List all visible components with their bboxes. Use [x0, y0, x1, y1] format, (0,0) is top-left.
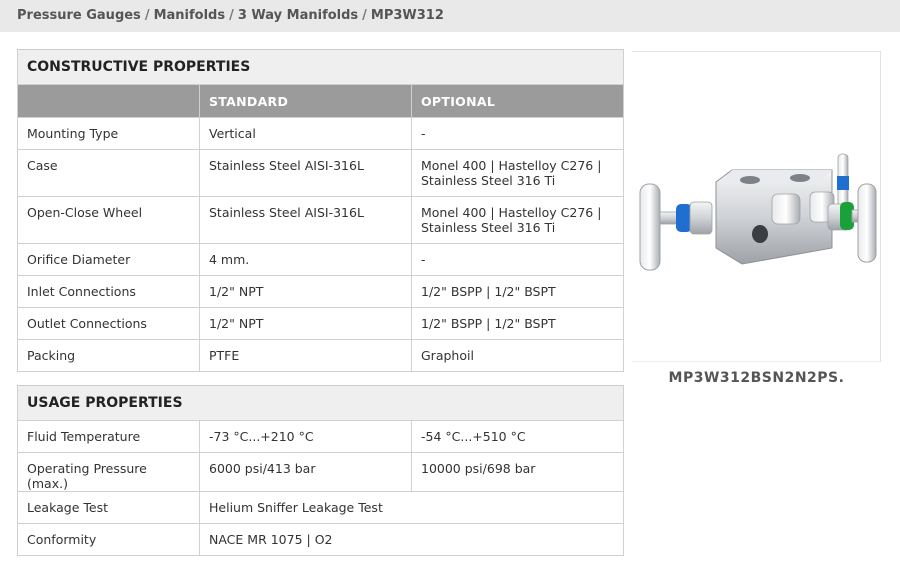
breadcrumb-item[interactable]: Manifolds [153, 8, 226, 23]
optional-value: Monel 400 | Hastelloy C276 | Stainless Steel 316 Ti [412, 150, 624, 197]
standard-value: Stainless Steel AISI-316L [200, 150, 412, 197]
table-row [18, 524, 624, 556]
standard-value: PTFE [200, 340, 412, 372]
table-row [18, 197, 624, 244]
table-row [18, 421, 624, 453]
product-code: MP3W312BSN2N2PS. [668, 370, 845, 386]
optional-value: - [412, 118, 624, 150]
section-title: CONSTRUCTIVE PROPERTIES [18, 50, 624, 85]
table-row [18, 492, 624, 524]
table-row [18, 340, 624, 372]
row-label: Conformity [18, 524, 200, 556]
standard-value: 6000 psi/413 bar [200, 453, 412, 492]
optional-value: 1/2" BSPP | 1/2" BSPT [412, 276, 624, 308]
row-label: Leakage Test [18, 492, 200, 524]
table-row [18, 308, 624, 340]
standard-value: 1/2" NPT [200, 276, 412, 308]
optional-value: Graphoil [412, 340, 624, 372]
section-title: USAGE PROPERTIES [18, 386, 624, 421]
merged-value: NACE MR 1075 | O2 [200, 524, 624, 556]
row-label: Case [18, 150, 200, 197]
row-label: Operating Pressure (max.) [18, 453, 200, 492]
product-image-frame [632, 51, 881, 362]
standard-value: 4 mm. [200, 244, 412, 276]
column-header-blank [18, 85, 200, 118]
standard-value: -73 °C...+210 °C [200, 421, 412, 453]
usage-properties-table [17, 385, 624, 556]
optional-value: Monel 400 | Hastelloy C276 | Stainless Steel 316 Ti [412, 197, 624, 244]
breadcrumb-current: MP3W312 [370, 8, 444, 23]
table-row [18, 244, 624, 276]
optional-value: - [412, 244, 624, 276]
breadcrumb: Pressure Gauges / Manifolds / 3 Way Manifolds / MP3W312 [0, 0, 900, 32]
manifold-valve-illustration [632, 52, 881, 363]
optional-value: 10000 psi/698 bar [412, 453, 624, 492]
table-row [18, 118, 624, 150]
column-header-standard: STANDARD [200, 85, 412, 118]
breadcrumb-item[interactable]: 3 Way Manifolds [237, 8, 359, 23]
row-label: Fluid Temperature [18, 421, 200, 453]
table-row [18, 453, 624, 492]
column-header-optional: OPTIONAL [412, 85, 624, 118]
row-label: Outlet Connections [18, 308, 200, 340]
merged-value: Helium Sniffer Leakage Test [200, 492, 624, 524]
row-label: Open-Close Wheel [18, 197, 200, 244]
row-label: Packing [18, 340, 200, 372]
row-label: Inlet Connections [18, 276, 200, 308]
constructive-properties-table [17, 49, 624, 372]
standard-value: Stainless Steel AISI-316L [200, 197, 412, 244]
optional-value: -54 °C...+510 °C [412, 421, 624, 453]
table-row [18, 276, 624, 308]
breadcrumb-item[interactable]: Pressure Gauges [17, 8, 141, 23]
standard-value: 1/2" NPT [200, 308, 412, 340]
row-label: Orifice Diameter [18, 244, 200, 276]
table-row [18, 150, 624, 197]
optional-value: 1/2" BSPP | 1/2" BSPT [412, 308, 624, 340]
row-label: Mounting Type [18, 118, 200, 150]
standard-value: Vertical [200, 118, 412, 150]
